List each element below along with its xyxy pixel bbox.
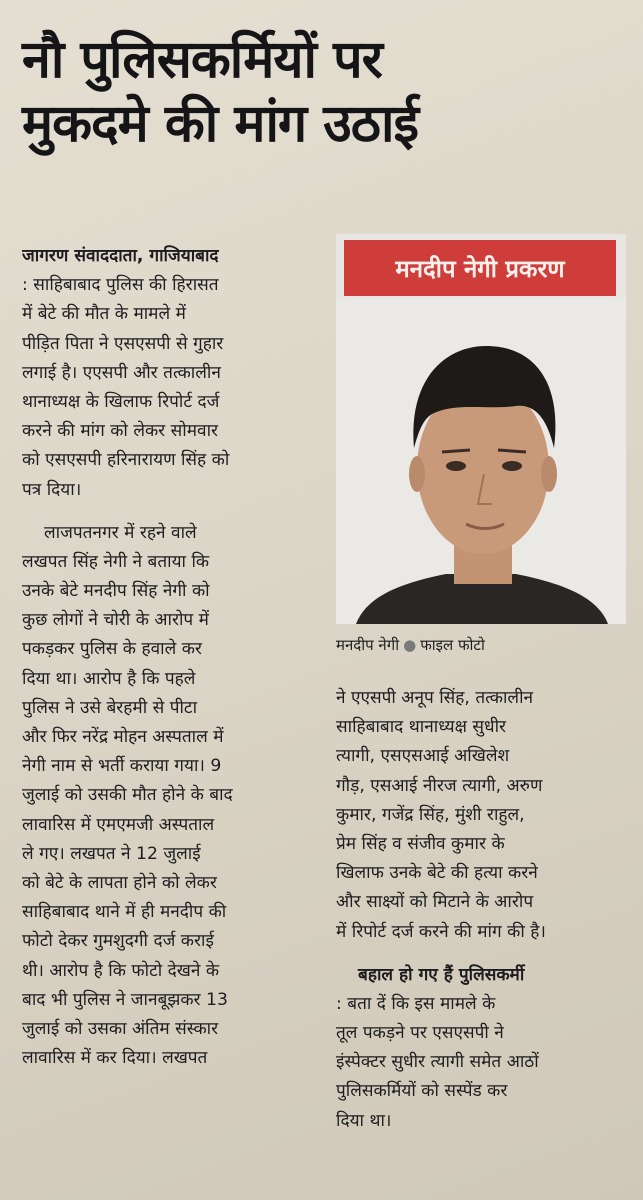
text-line: फोटो देकर गुमशुदगी दर्ज कराई	[22, 931, 214, 952]
text-line: इंस्पेक्टर सुधीर त्यागी समेत आठों	[336, 1052, 539, 1073]
text-line: लाजपतनगर में रहने वाले	[44, 522, 197, 543]
paragraph-1	[22, 271, 322, 505]
text-line: त्यागी, एसएसआई अखिलेश	[336, 746, 510, 767]
text-line: लगाई है। एएसपी और तत्कालीन	[22, 362, 221, 383]
headline-line-2: मुकदमे की मांग उठाई	[22, 94, 419, 154]
text-line: करने की मांग को लेकर सोमवार	[22, 421, 219, 442]
text-line: थानाध्यक्ष के खिलाफ रिपोर्ट दर्ज	[22, 391, 220, 412]
story-tag: मनदीप नेगी प्रकरण	[344, 240, 616, 296]
text-line: ने एएसपी अनूप सिंह, तत्कालीन	[336, 688, 534, 708]
text-line: बाद भी पुलिस ने जानबूझकर 13	[22, 989, 228, 1010]
text-line: पीड़ित पिता ने एसएसपी से गुहार	[22, 333, 224, 354]
paragraph-gap	[336, 947, 628, 961]
text-line: जुलाई को उसका अंतिम संस्कार	[22, 1018, 219, 1039]
text-line: को एसएसपी हरिनारायण सिंह को	[22, 450, 230, 471]
text-line: खिलाफ उनके बेटे की हत्या करने	[336, 863, 538, 884]
text-line: उनके बेटे मनदीप सिंह नेगी को	[22, 581, 210, 602]
text-line: दिया था।	[336, 1110, 392, 1131]
text-line: कुछ लोगों ने चोरी के आरोप में	[22, 610, 209, 631]
headline	[22, 28, 632, 156]
text-line: गौड़, एसआई नीरज त्यागी, अरुण	[336, 775, 543, 796]
text-line: को बेटे के लापता होने को लेकर	[22, 872, 217, 893]
text-line: प्रेम सिंह व संजीव कुमार के	[336, 833, 505, 854]
text-line: ले गए। लखपत ने 12 जुलाई	[22, 843, 201, 864]
caption-separator: ●	[403, 636, 417, 654]
text-line: लखपत सिंह नेगी ने बताया कि	[22, 551, 210, 572]
text-line: : साहिबाबाद पुलिस की हिरासत	[22, 275, 219, 296]
text-line: : बता दें कि इस मामले के	[336, 993, 496, 1014]
text-line: साहिबाबाद थानाध्यक्ष सुधीर	[336, 717, 507, 738]
right-column	[336, 684, 628, 1136]
photo-box	[336, 234, 626, 624]
caption-credit: फाइल फोटो	[420, 636, 485, 654]
text-line: और साक्ष्यों को मिटाने के आरोप	[336, 892, 534, 913]
text-line: थी। आरोप है कि फोटो देखने के	[22, 960, 220, 981]
text-line: पकड़कर पुलिस के हवाले कर	[22, 639, 202, 660]
text-line: में बेटे की मौत के मामले में	[22, 304, 186, 325]
text-line: साहिबाबाद थाने में ही मनदीप की	[22, 902, 227, 923]
text-line: जुलाई को उसकी मौत होने के बाद	[22, 785, 233, 806]
left-column	[22, 242, 322, 1073]
text-line: पुलिस ने उसे बेरहमी से पीटा	[22, 697, 198, 718]
text-line: लावारिस में एमएमजी अस्पताल	[22, 814, 215, 835]
text-line: पुलिसकर्मियों को सस्पेंड कर	[336, 1081, 508, 1102]
text-line: दिया था। आरोप है कि पहले	[22, 668, 196, 689]
text-line: और फिर नरेंद्र मोहन अस्पताल में	[22, 727, 224, 747]
paragraph-gap	[22, 505, 322, 519]
paragraph-4	[336, 990, 628, 1136]
text-line: कुमार, गजेंद्र सिंह, मुंशी राहुल,	[336, 804, 525, 825]
caption-name: मनदीप नेगी	[336, 636, 400, 654]
text-line: तूल पकड़ने पर एसएसपी ने	[336, 1023, 504, 1044]
subheading: बहाल हो गए हैं पुलिसकर्मी	[358, 964, 525, 985]
headline-line-1: नौ पुलिसकर्मियों पर	[22, 30, 382, 90]
paragraph-3	[336, 684, 628, 947]
text-line: लावारिस में कर दिया। लखपत	[22, 1048, 208, 1069]
text-line: पत्र दिया।	[22, 479, 82, 500]
paragraph-2	[22, 519, 322, 1074]
text-line: नेगी नाम से भर्ती कराया गया। 9	[22, 756, 222, 777]
text-line: में रिपोर्ट दर्ज करने की मांग की है।	[336, 921, 546, 942]
photo-caption	[336, 634, 628, 656]
byline: जागरण संवाददाता, गाजियाबाद	[22, 246, 219, 266]
portrait-photo	[336, 298, 626, 624]
